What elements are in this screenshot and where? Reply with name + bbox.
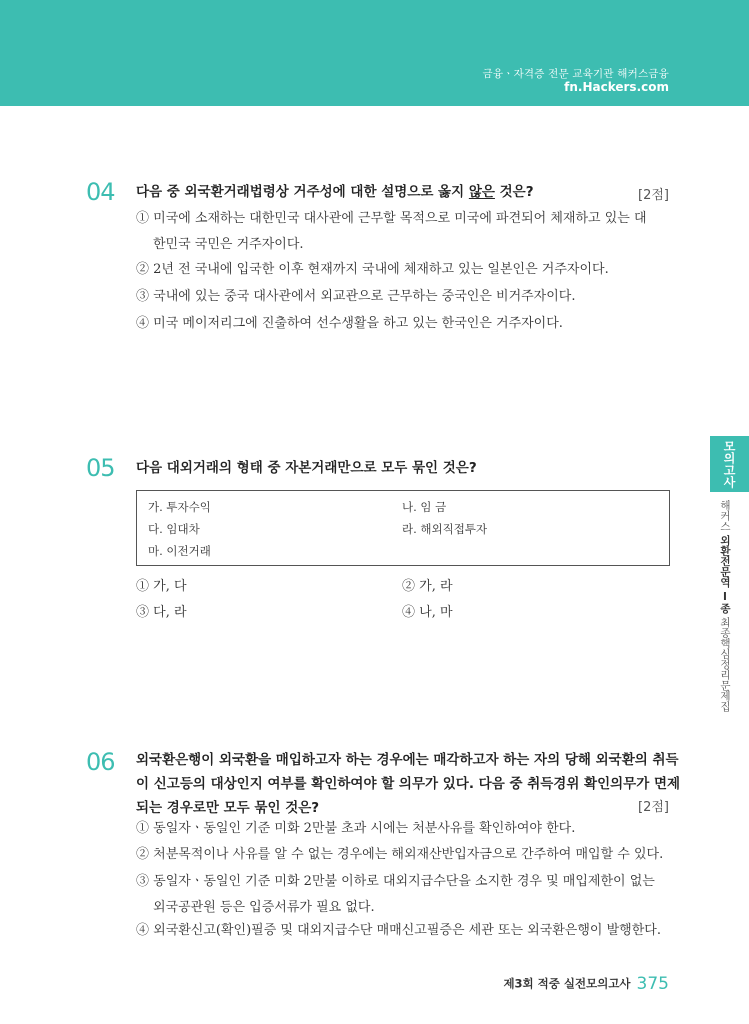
question-06-text: 외국환은행이 외국환을 매입하고자 하는 경우에는 매각하고자 하는 자의 당해 외국환의 취득 이 신고등의 대상인지 여부를 확인하여야 할 의무가 있다. 다음 중 취득경위 확인의무가 면제 되는 경우로만 모두 묶인 것은? [136, 752, 681, 816]
box-item-da: 다. 임대차 [148, 522, 200, 536]
question-04-option-2: ② 2년 전 국내에 입국한 이후 현재까지 국내에 체재하고 있는 일본인은 거주자이다. [136, 262, 609, 277]
section-tab [710, 436, 749, 492]
question-06-option-4: ④ 외국환신고(확인)필증 및 대외지급수단 매매신고필증은 세관 또는 외국환은행이 발행한다. [136, 923, 661, 938]
question-05-text: 다음 대외거래의 형태 중 자본거래만으로 모두 묶인 것은? [136, 460, 477, 476]
question-04-points: [2점] [638, 188, 669, 203]
box-item-na: 나. 임 금 [402, 500, 447, 514]
question-05-option-1: ① 가, 다 [136, 579, 187, 594]
question-number-05: 05 [86, 454, 115, 482]
question-05-option-2: ② 가, 라 [402, 579, 453, 594]
question-number-06: 06 [86, 748, 115, 776]
question-05-item-box [136, 490, 670, 566]
footer-section-title: 제3회 적중 실전모의고사 [503, 976, 631, 991]
question-05-option-4: ④ 나, 마 [402, 605, 453, 620]
question-06-option-2: ② 처분목적이나 사유를 알 수 없는 경우에는 해외재산반입자금으로 간주하여 매입할 수 있다. [136, 847, 664, 862]
header-website: fn.Hackers.com [564, 80, 669, 94]
question-04-option-3: ③ 국내에 있는 중국 대사관에서 외교관으로 근무하는 중국인은 비거주자이다. [136, 289, 576, 304]
question-number-04: 04 [86, 178, 115, 206]
question-04-option-4: ④ 미국 메이저리그에 진출하여 선수생활을 하고 있는 한국인은 거주자이다. [136, 316, 563, 331]
page-header [0, 0, 749, 106]
question-04-option-1: ① 미국에 소재하는 대한민국 대사관에 근무할 목적으로 미국에 파견되어 체재하고 있는 대 한민국 국민은 거주자이다. [136, 211, 647, 252]
question-06-option-1: ① 동일자ㆍ동일인 기준 미화 2만불 초과 시에는 처분사유를 확인하여야 한다. [136, 821, 576, 836]
book-title-vertical: 해커스 외환전문역 Ⅰ종 최종핵심정리문제집 [719, 500, 731, 712]
box-item-ma: 마. 이전거래 [148, 544, 211, 558]
question-06-points: [2점] [638, 800, 669, 815]
box-item-ga: 가. 투자수익 [148, 500, 211, 514]
section-tab-label: 모의고사 [722, 440, 736, 488]
question-05-option-3: ③ 다, 라 [136, 605, 187, 620]
question-06-option-3: ③ 동일자ㆍ동일인 기준 미화 2만불 이하로 대외지급수단을 소지한 경우 및 매입제한이 없는 외국공관원 등은 입증서류가 필요 없다. [136, 874, 655, 915]
header-tagline: 금융ㆍ자격증 전문 교육기관 해커스금융 [482, 68, 669, 80]
question-04-text: 다음 중 외국환거래법령상 거주성에 대한 설명으로 옳지 않은 것은? [136, 184, 534, 200]
page-number: 375 [636, 973, 669, 994]
box-item-ra: 라. 해외직접투자 [402, 522, 488, 536]
page-footer [503, 973, 669, 994]
